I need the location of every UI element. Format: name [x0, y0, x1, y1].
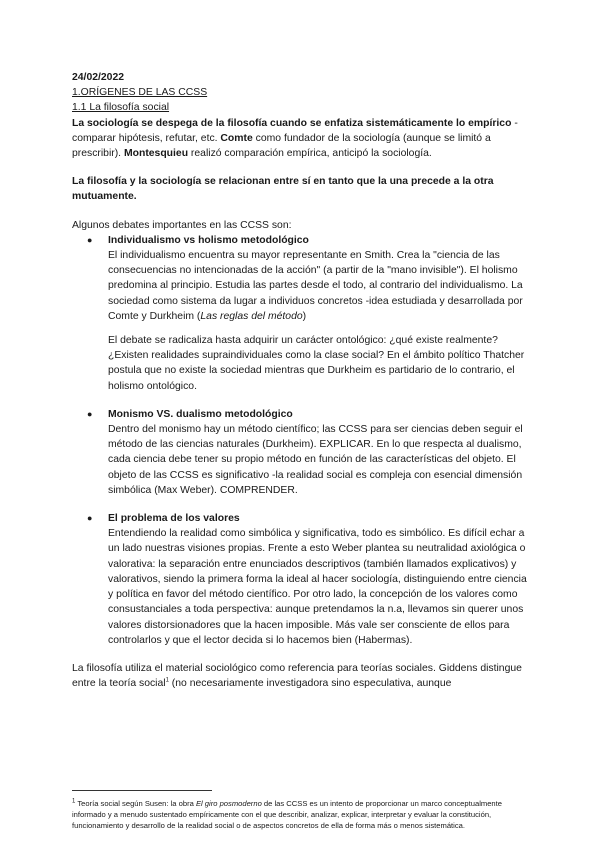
section-heading: 1.ORÍGENES DE LAS CCSS [72, 87, 208, 99]
bullet-title: Individualismo vs holismo metodológico [108, 234, 309, 246]
bullet-icon: ● [87, 234, 93, 245]
footnote: $^1$ Teoría social según Susen: la obra El giro posmoderno de las CCSS es un intento de proporcionar un marco conceptualmente informado y a menudo sustentado empíricamente con el que describir, analizar, explicar, interpretar y evaluar la constitución, funcionamiento y desarrollo de la realidad social o de aspectos concretos de ella de forma más o menos sistemática. [72, 798, 502, 831]
bullet-title: El problema de los valores [108, 513, 240, 525]
bullet-text: El debate se radicaliza hasta adquirir un carácter ontológico: ¿qué existe realmente? ¿Existen realidades supraindividuales como la clase social? En el ámbito político Thatcher postula que no existe la sociedad mientras que Durkheim es partidario de lo contrario, el holismo ontológico. [108, 335, 525, 392]
list-item [72, 407, 532, 498]
bullet-text: Entendiendo la realidad como simbólica y significativa, todo es simbólico. Es difícil echar a un lado nuestras visiones propias. Frente a esto Weber plantea su neutralidad axiológica o valorativa: la separación entre enunciados descriptivos (también llamados explicativos) y valorativos, siendo la primera forma la ideal al hacer sociología, distinguiendo entre ciencia y política en favor del método científico. Por otro lado, la concepción de los valores como consustanciales a toda perspectiva: aunque pretendamos la n.a, llevamos sin querer unos valores distorsionadores que la hacen imposible. Más vale ser consciente de ellos para controlarlos y que el lector decida si lo hacemos bien (Habermas). [108, 528, 527, 646]
list-item [72, 233, 532, 394]
bullet-icon: ● [87, 513, 93, 524]
bullet-text: Dentro del monismo hay un método científico; las CCSS para ser ciencias deben seguir el método de las ciencias naturales (Durkheim). EXPLICAR. En lo que respecta al dualismo, cada ciencia debe tener su propio método en función de las características del objeto. El objeto de las CCSS es significativo -la realidad social es compleja con esencial dimensión simbólica (Max Weber). COMPRENDER. [108, 424, 523, 496]
paragraph-2: La filosofía y la sociología se relacionan entre sí en tanto que la una precede a la otra mutuamente. [72, 176, 494, 203]
bullet-icon: ● [87, 408, 93, 419]
footnote-divider [72, 790, 212, 791]
document-body [72, 70, 532, 691]
bullet-title: Monismo VS. dualismo metodológico [108, 408, 293, 420]
list-item [72, 511, 532, 648]
bullet-text: El individualismo encuentra su mayor representante en Smith. Crea la "ciencia de las consecuencias no intencionadas de la acción" (a partir de la "mano invisible"). El holismo predomina al principio. Estudia las partes desde el todo, al contrario del individualismo. La sociedad como sistema da lugar a individuos concretos -idea estudiada y desarrollada por Comte y Durkheim (Las reglas del método) [108, 250, 523, 322]
intro-text: Algunos debates importantes en las CCSS son: [72, 219, 292, 231]
debates-list [72, 233, 532, 648]
subsection-heading: 1.1 La filosofía social [72, 102, 170, 114]
paragraph-1: La sociología se despega de la filosofía cuando se enfatiza sistemáticamente lo empírico -comparar hipótesis, refutar, etc. Comte como fundador de la sociología (aunque se limitó a prescribir). Montesquieu realizó comparación empírica, anticipó la sociología. [72, 117, 518, 160]
closing-paragraph: La filosofía utiliza el material sociológico como referencia para teorías sociales. Giddens distingue entre la teoría social$^1$ (no necesariamente investigadora sino especulativa, aunque [72, 662, 522, 690]
date: 24/02/2022 [72, 72, 125, 83]
